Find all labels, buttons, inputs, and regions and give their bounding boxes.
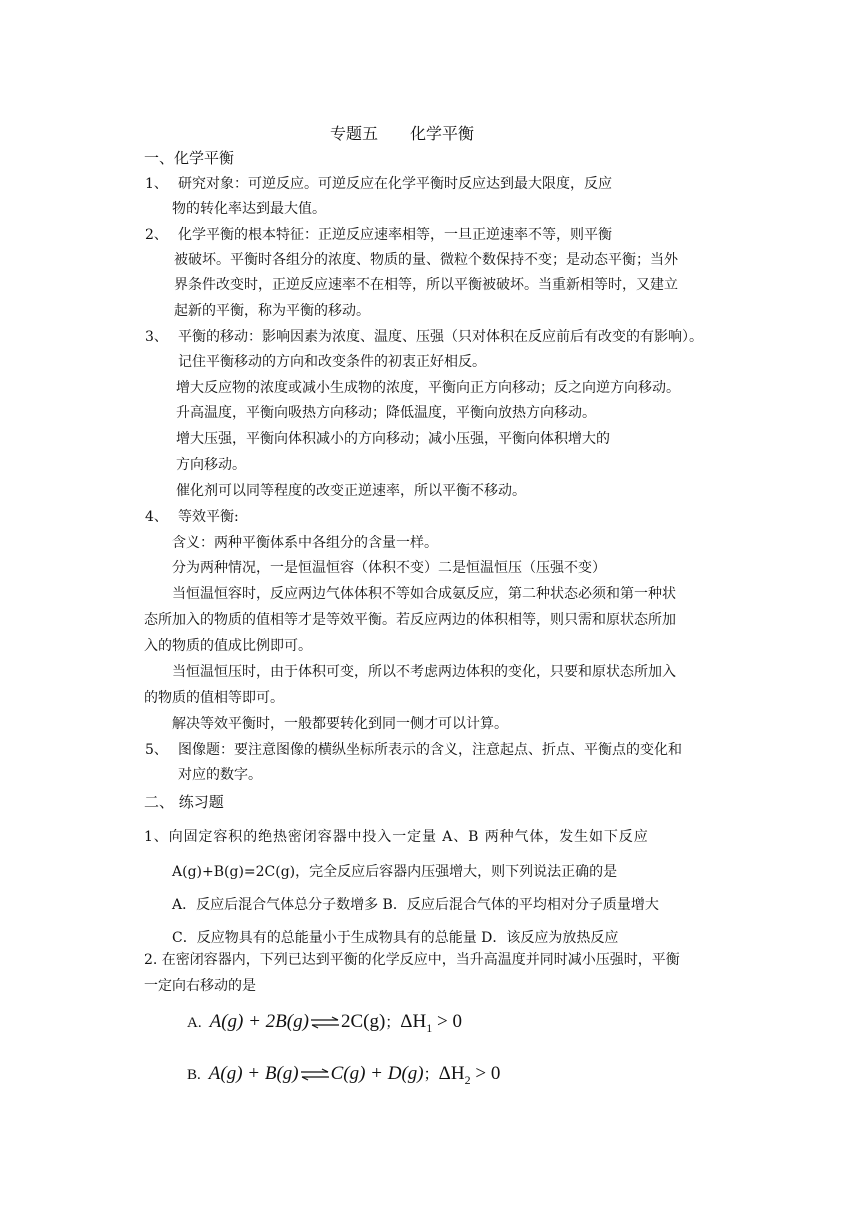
enthalpy-condition: > 0 bbox=[432, 1011, 462, 1032]
separator: ； bbox=[423, 1067, 439, 1083]
item3-text: 升高温度，平衡向吸热方向移动；降低温度，平衡向放热方向移动。 bbox=[176, 405, 596, 421]
item1-text: 研究对象：可逆反应。可逆反应在化学平衡时反应达到最大限度，反应 bbox=[178, 176, 612, 192]
question1-stem: A(g)+B(g)=2C(g)，完全反应后容器内压强增大，则下列说法正确的是 bbox=[172, 864, 618, 880]
item3-text: 增大压强，平衡向体积减小的方向移动；减小压强，平衡向体积增大的 bbox=[176, 431, 610, 447]
option-label: B. bbox=[187, 1067, 201, 1083]
equation-reactants: A(g) + B(g) bbox=[208, 1063, 299, 1084]
question1-stem: 1、向固定容积的绝热密闭容器中投入一定量 A、B 两种气体，发生如下反应 bbox=[144, 829, 649, 845]
item3-text: 催化剂可以同等程度的改变正逆速率，所以平衡不移动。 bbox=[176, 483, 526, 499]
item5-text: 对应的数字。 bbox=[178, 767, 262, 783]
question1-options: C．反应物具有的总能量小于生成物具有的总能量 D．该反应为放热反应 bbox=[172, 930, 619, 946]
item4-text: 分为两种情况，一是恒温恒容（体积不变）二是恒温恒压（压强不变） bbox=[172, 560, 606, 576]
item3-text: 记住平衡移动的方向和改变条件的初衷正好相反。 bbox=[178, 354, 486, 370]
question2-stem: 2. 在密闭容器内，下列已达到平衡的化学反应中，当升高温度并同时减小压强时，平衡 bbox=[144, 952, 680, 968]
question2-option-b bbox=[187, 1063, 500, 1088]
item3-text: 增大反应物的浓度或减小生成物的浓度，平衡向正方向移动；反之向逆方向移动。 bbox=[176, 380, 680, 396]
item4-text: 当恒温恒压时，由于体积可变，所以不考虑两边体积的变化，只要和原状态所加入 bbox=[172, 664, 676, 680]
item4-text: 入的物质的值成比例即可。 bbox=[144, 638, 312, 654]
item1-text: 物的转化率达到最大值。 bbox=[172, 201, 326, 217]
equilibrium-arrows-icon bbox=[300, 1068, 330, 1082]
item2-text: 起新的平衡，称为平衡的移动。 bbox=[174, 303, 370, 319]
equation-products: C(g) + D(g) bbox=[330, 1063, 424, 1084]
item-number: 4、 bbox=[145, 509, 168, 525]
item4-text: 解决等效平衡时，一般都要转化到同一侧才可以计算。 bbox=[172, 716, 508, 732]
item4-text: 含义：两种平衡体系中各组分的含量一样。 bbox=[172, 535, 438, 551]
option-label: A. bbox=[187, 1015, 202, 1031]
item3-text: 平衡的移动：影响因素为浓度、温度、压强（只对体积在反应前后有改变的有影响）。 bbox=[178, 329, 703, 345]
page-title: 专题五 化学平衡 bbox=[330, 124, 475, 143]
item5-text: 图像题：要注意图像的横纵坐标所表示的含义，注意起点、折点、平衡点的变化和 bbox=[178, 742, 682, 758]
equation-reactants: A(g) + 2B(g) bbox=[209, 1011, 309, 1032]
item2-text: 化学平衡的根本特征：正逆反应速率相等，一旦正逆速率不等，则平衡 bbox=[178, 227, 612, 243]
item4-text: 等效平衡: bbox=[178, 509, 239, 525]
item2-text: 界条件改变时，正逆反应速率不在相等，所以平衡被破坏。当重新相等时，又建立 bbox=[174, 277, 678, 293]
enthalpy-symbol: ΔH bbox=[400, 1011, 427, 1032]
enthalpy-symbol: ΔH bbox=[438, 1063, 465, 1084]
question2-option-a bbox=[187, 1011, 462, 1036]
item2-text: 被破坏。平衡时各组分的浓度、物质的量、微粒个数保持不变；是动态平衡；当外 bbox=[174, 252, 678, 268]
question1-options: A．反应后混合气体总分子数增多 B．反应后混合气体的平均相对分子质量增大 bbox=[172, 897, 659, 913]
enthalpy-subscript: 2 bbox=[464, 1072, 471, 1087]
separator: ； bbox=[385, 1015, 401, 1031]
equation-products: 2C(g) bbox=[340, 1011, 386, 1032]
item4-text: 当恒温恒容时，反应两边气体体积不等如合成氨反应，第二种状态必须和第一种状 bbox=[172, 586, 676, 602]
enthalpy-subscript: 1 bbox=[426, 1020, 433, 1035]
equilibrium-arrows-icon bbox=[310, 1016, 340, 1030]
section-heading-exercises: 二、 练习题 bbox=[144, 793, 224, 811]
item4-text: 态所加入的物质的值相等才是等效平衡。若反应两边的体积相等，则只需和原状态所加 bbox=[144, 612, 676, 628]
item-number: 5、 bbox=[145, 742, 168, 758]
item-number: 1、 bbox=[145, 176, 168, 192]
item3-text: 方向移动。 bbox=[176, 457, 246, 473]
item-number: 3、 bbox=[145, 329, 168, 345]
question2-stem: 一定向右移动的是 bbox=[144, 978, 256, 994]
enthalpy-condition: > 0 bbox=[470, 1063, 501, 1084]
item-number: 2、 bbox=[145, 227, 168, 243]
item4-text: 的物质的值相等即可。 bbox=[144, 690, 284, 706]
section-heading-equilibrium: 一、化学平衡 bbox=[144, 149, 235, 167]
